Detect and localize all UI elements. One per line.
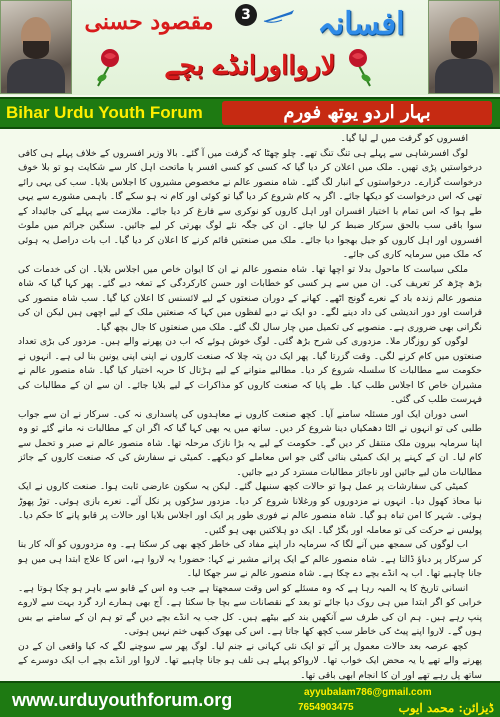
paragraph: لوگوں کو روزگار ملا۔ مزدوری کی شرح بڑھ گئی۔ لوگ خوش ہوئے کہ اب دن پھرنے والے ہیں۔ مزدور کی بڑی تعداد صنعتوں میں کام کرنے لگی۔ وقت گزرتا گیا۔ پھر ایک دن پتہ چلا کہ صنعت کاروں نے اپنی اپنی یونین بنا لی ہے۔ انہوں نے حکومت سے مطالبات کا سلسلہ شروع کر دیا۔ مطالبے منوانے کے لیے ہڑتال کا حربہ اختیار کیا گیا۔ شاہ منصور عالم نے مشیران خاص کا اجلاس طلب کیا۔ طے پایا کہ صنعت کاروں کو مذاکرات کے لیے بلایا جائے۔ ان سے ان کے مطالبات کی فہرست طلب کی گئی۔ [18,336,482,405]
rose-icon [336,44,380,88]
forum-name-urdu: بہار اردو یوتھ فورم [222,101,492,125]
author-photo-left [0,0,72,94]
paragraph: اسی دوران ایک اور مسئلہ سامنے آیا۔ کچھ صنعت کاروں نے معاہدوں کی پاسداری نہ کی۔ سرکار نے ان سے جواب طلبی کی تو انہوں نے الٹا دھمکیاں دینا شروع کر دیں۔ ساتھ میں یہ بھی کہا گیا کہ اگر ان کے مطالبات نہ مانے گئے تو وہ اپنا سرمایہ بیرون ملک منتقل کر دیں گے۔ حکومت کے لیے یہ بڑا نازک مرحلہ تھا۔ شاہ منصور عالم نے صبر و تحمل سے کام لیا۔ ان کے کہنے پر ایک کمیٹی بنائی گئی جو اس معاملے کو دیکھے۔ کمیٹی نے سفارش کی کہ صنعت کاروں کے جائز مطالبات مان لیے جائیں اور ناجائز مطالبات مسترد کر دیے جائیں۔ [18,408,482,478]
paragraph: کچھ عرصہ بعد حالات معمول پر آئے تو ایک نئی کہانی نے جنم لیا۔ لوگ پھر سے سوچنے لگے کہ کیا واقعی ان کے دن پھرنے والے تھے یا یہ محض ایک خواب تھا۔ لارواکو پہلے ہی تلف ہو جانا چاہیے تھا۔ لاروا اور انڈے بچے اب ایک دوسرے کے ساتھ پل رہے تھے اور ان کا انجام ابھی باقی تھا۔ [18,640,482,681]
contact-phone: 7654903475 [298,702,354,713]
author-photo-right [428,0,500,94]
issue-number-badge: 3 [235,4,257,26]
forum-band [0,97,500,129]
paragraph: افسروں کو گرفت میں لے لیا گیا۔ [340,133,468,144]
paragraph: اب لوگوں کی سمجھ میں آنے لگا کہ سرمایہ دار اپنے مفاد کی خاطر کچھ بھی کر سکتا ہے۔ وہ مزدوروں کو آلہ کار بنا کر سرکار پر دباؤ ڈالتا ہے۔ شاہ منصور عالم کے ایک پرانے مشیر نے کہا: حضور! یہ لاروا ہے، اس کا علاج ابتدا ہی میں ہو جانا چاہیے تھا۔ اب یہ انڈے بچے دے چکا ہے۔ شاہ منصور عالم نے سر جھکا لیا۔ [18,539,482,579]
paragraph: انسانی تاریخ کا یہ المیہ رہا ہے کہ وہ مسئلے کو اس وقت سمجھتا ہے جب وہ اس کے قابو سے باہر ہو چکا ہوتا ہے۔ خرابی کو اگر ابتدا میں ہی روک دیا جائے تو بعد کے نقصانات سے بچا جا سکتا ہے۔ آج بھی ہمارے ارد گرد بہت سے لاروے پنپ رہے ہیں۔ ہم ان کی طرف سے آنکھیں بند کیے بیٹھے ہیں۔ کل جب یہ انڈے بچے دیں گے تو ہم ان کے سامنے بے بس ہوں گے۔ لاروا اپنے پیٹ کی خاطر سب کچھ کھا جاتا ہے۔ اس کی بھوک کبھی ختم نہیں ہوتی۔ [18,582,482,637]
masthead [0,0,500,95]
footer-band [0,681,500,717]
author-name: مقصود حسنی [84,9,214,35]
paragraph: کمیٹی کی سفارشات پر عمل ہوا تو حالات کچھ سنبھل گئے۔ لیکن یہ سکون عارضی ثابت ہوا۔ صنعت کاروں نے ایک نیا محاذ کھول دیا۔ انہوں نے مزدوروں کو ورغلانا شروع کر دیا۔ مزدور سڑکوں پر نکل آئے۔ نعرے بازی ہوئی۔ توڑ پھوڑ ہوئی۔ شہر کا امن تباہ ہو گیا۔ شاہ منصور عالم نے فوری طور پر ایک اور اجلاس بلایا اور حالات پر قابو پانے کا حکم دیا۔ پولیس نے حرکت کی تو معاملہ اور بگڑ گیا۔ ایک دو ہلاکتیں بھی ہو گئیں۔ [18,481,482,536]
genre-title: افسانہ [317,6,405,42]
paragraph: لوگ افسرشاہی سے پہلے ہی تنگ تنگ تھے۔ چلو چھٹا کہ گرفت میں آ گئے۔ بالا وزیر افسروں کے خلاف پہلے ہی کافی درخواستیں پڑی تھیں۔ ملک میں اعلان کر دیا گیا کہ کسی کو کسی افسر یا ماتحت اہل کار سے شکایت ہو تو بلا خوف درخواست گزارے۔ درخواستوں کے انبار لگ گئے۔ شاہ منصور عالم نے مخصوص مشیروں کا اجلاس بلایا۔ سب کی یہی رائے تھی کہ اس درخواست کو دیکھا جائے۔ اگر یہ کام شروع کر دیا گیا تو کوئی اور کام نہ ہو سکے گا۔ باہمی مشورے سے یہی طے ہوا کہ اس تمام با اختیار افسران اور اہل کاروں کو نوکری سے فارغ کر دیا جائے۔ ملازمت سے پہلے کی جائیداد کے سوا باقی سب بالحق سرکار ضبط کر لیا جائے۔ ان کی جگہ نئے لوگ بھرتی کر لیے جائیں۔ سنگین جرائم میں ملوث افسروں اور اہل کاروں کو جیل بھجوا دیا جائے۔ ملک میں صنعتیں قائم کرنے کا اعلان کر دیا گیا۔ اب بات دراصل یہ ہوئی کہ ملک میں سرمایہ کاری کی جائے۔ [18,147,482,260]
website-link[interactable]: www.urduyouthforum.org [12,690,233,710]
story-body [18,132,482,707]
paragraph: ملکی سیاست کا ماحول بدلا تو اچھا تھا۔ شاہ منصور عالم نے ان کا ایوان خاص میں اجلاس بلایا۔ ان کی خدمات کی بڑھ چڑھ کر تعریف کی۔ ان میں سے ہر کسی کو خطابات اور حسن کارکردگی کے تمغہ دیے گئے۔ پھر کہا گیا کہ شاہ منصور عالم زندہ باد کے نعرے گونج اٹھے۔ کھانے کے دوران صنعتوں کے لیے لائسنس کا اعلان کیا گیا۔ سب شاہ منصور کی فراست اور دور اندیشی کی داد دینے لگے۔ دو ایک نے دبے لفظوں میں کہا کہ صنعتیں ملک کے لیے اچھی ہیں لیکن ان کی نگرانی بھی ضروری ہے۔ منصوبے کی تکمیل میں چار سال لگ گئے۔ ملک میں صنعتوں کا جال بچھ گیا۔ [18,263,482,333]
pen-icon [262,8,296,24]
contact-email[interactable]: ayyubalam786@gmail.com [304,687,432,698]
forum-name-english: Bihar Urdu Youth Forum [6,103,203,122]
rose-icon [88,44,132,88]
story-title: لاروااورانڈے بچے [164,51,336,81]
design-credit: ڈیزائن: محمد ایوب [398,701,494,715]
